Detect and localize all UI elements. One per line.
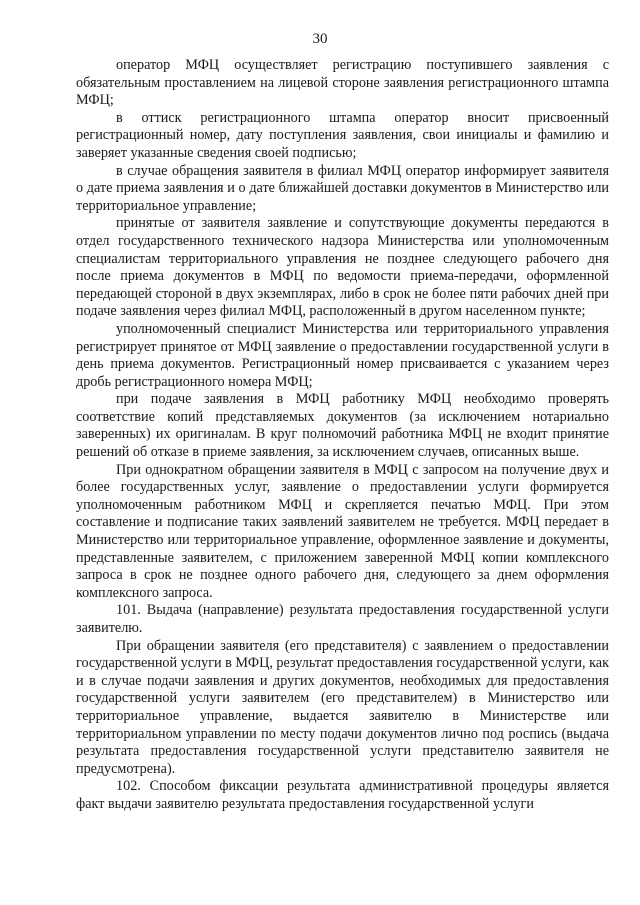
paragraph-result-issuance: При обращении заявителя (его представителя) с заявлением о предоставлении государственной услуги в МФЦ, результат предоставления государственной услуги, как и в случае подачи заявления и других документов, необходимых для предоставления государственной услуги заявителем (его представителем) в Министерство или территориальное управление, выдается заявителю в Министерстве или территориальном управлении по месту подачи документов лично под роспись (выдача результата предоставления государственной услуги представителю заявителя не предусмотрена). <box>76 637 609 777</box>
paragraph-specialist-registration: уполномоченный специалист Министерства или территориального управления регистрирует принятое от МФЦ заявление о предоставлении государственной услуги в день приема документов. Регистрационный номер присваивается с указанием через дробь регистрационного номера МФЦ; <box>76 320 609 390</box>
page-number: 30 <box>312 31 328 47</box>
paragraph-item-102: 102. Способом фиксации результата административной процедуры является факт выдачи заявителю результата предоставления государственной услуги <box>76 778 609 812</box>
paragraph-copy-verification: при подаче заявления в МФЦ работнику МФЦ необходимо проверять соответствие копий представляемых документов (за исключением нотариально заверенных) их оригиналам. В круг полномочий работника МФЦ не входит принятие решений об отказе в приеме заявления, за исключением случаев, описанных выше. <box>76 391 609 461</box>
paragraph-complex-request: При однократном обращении заявителя в МФЦ с запросом на получение двух и более государственных услуг, заявление о предоставлении услуги формируется уполномоченным работником МФЦ и скрепляется печатью МФЦ. При этом составление и подписание таких заявлений заявителем не требуется. МФЦ передает в Министерство или территориальное управление, оформленное заявление и документы, представленные заявителем, с приложением заверенной МФЦ копии комплексного запроса в срок не позднее одного рабочего дня, следующего за днем оформления комплексного запроса. <box>76 461 609 601</box>
document-body <box>76 57 609 814</box>
paragraph-mfc-registration: оператор МФЦ осуществляет регистрацию поступившего заявления с обязательным проставлением на лицевой стороне заявления регистрационного штампа МФЦ; <box>76 57 609 109</box>
paragraph-item-101-heading: 101. Выдача (направление) результата предоставления государственной услуги заявителю. <box>76 602 609 636</box>
paragraph-branch-notice: в случае обращения заявителя в филиал МФЦ оператор информирует заявителя о дате приема заявления и о дате ближайшей доставки документов в Министерство или территориальное управление; <box>76 162 609 214</box>
paragraph-document-transfer: принятые от заявителя заявление и сопутствующие документы передаются в отдел государственного технического надзора Министерства или уполномоченным специалистам территориального управления не позднее следующего рабочего дня после приема документов в МФЦ по ведомости приема-передачи, оформленной передающей стороной в двух экземплярах, либо в срок не более пяти рабочих дней при подаче заявления через филиал МФЦ, расположенный в другом населенном пункте; <box>76 215 609 320</box>
paragraph-registration-stamp: в оттиск регистрационного штампа оператор вносит присвоенный регистрационный номер, дату поступления заявления, свои инициалы и фамилию и заверяет указанные сведения своей подписью; <box>76 109 609 161</box>
